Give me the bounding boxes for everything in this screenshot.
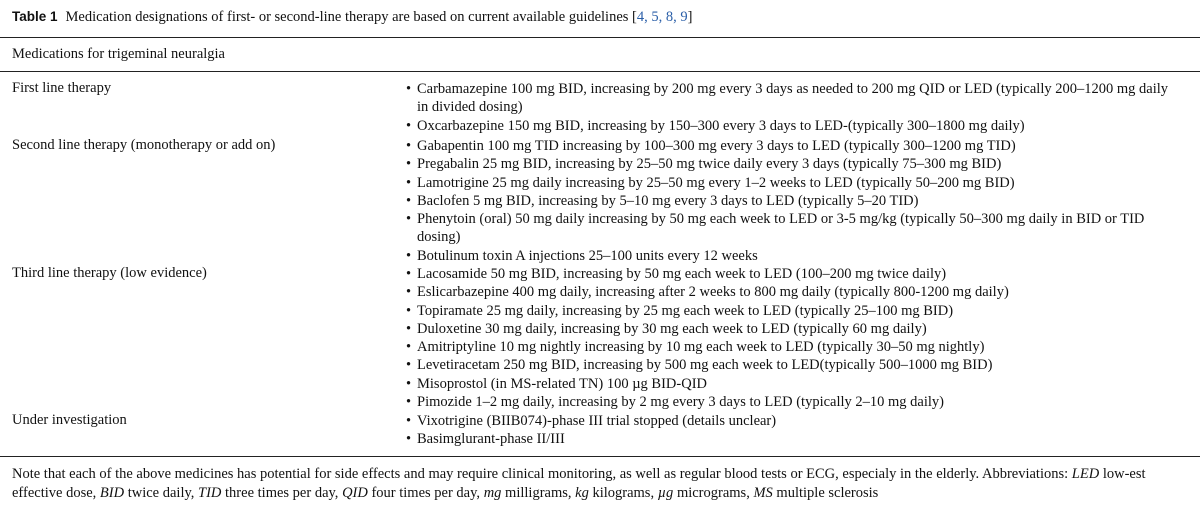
bullet: • xyxy=(406,138,412,154)
abbr-definition: kilograms, xyxy=(588,485,658,501)
abbr-term: BID xyxy=(99,485,125,501)
table-column-header: Medications for trigeminal neuralgia xyxy=(12,46,225,62)
list-item xyxy=(406,174,1176,192)
footnote-intro: Note that each of the above medicines has potential for side effects and may require clinical monitoring, as well as regular blood tests or ECG, especialy in the elderly. Abbreviations: xyxy=(12,466,1072,482)
bullet: • xyxy=(406,266,412,282)
medication-text: Pimozide 1–2 mg daily, increasing by 2 mg every 3 days to LED (typically 2–10 mg daily) xyxy=(417,394,944,411)
list-item xyxy=(406,302,1176,320)
list-item xyxy=(406,320,1176,338)
abbr-definition: milligrams, xyxy=(501,485,576,501)
table-caption xyxy=(12,9,692,26)
medication-text: Pregabalin 25 mg BID, increasing by 25–50 mg twice daily every 3 days (typically 75–300 mg BID) xyxy=(417,156,1002,173)
list-item xyxy=(406,155,1176,173)
list-item xyxy=(406,117,1176,135)
abbr-term: TID xyxy=(198,485,222,501)
medication-text: Levetiracetam 250 mg BID, increasing by 500 mg each week to LED(typically 500–1000 mg BID) xyxy=(417,357,993,374)
abbr-definition: micrograms, xyxy=(673,485,754,501)
medication-text: Lacosamide 50 mg BID, increasing by 50 mg each week to LED (100–200 mg twice daily) xyxy=(417,266,947,282)
list-item xyxy=(406,393,1176,411)
row-label: Under investigation xyxy=(12,412,127,428)
bullet: • xyxy=(406,284,412,301)
abbr-term: kg xyxy=(575,485,589,501)
bullet: • xyxy=(406,394,412,411)
bullet: • xyxy=(406,357,412,374)
bullet: • xyxy=(406,81,412,97)
medication-text: Botulinum toxin A injections 25–100 units every 12 weeks xyxy=(417,247,758,264)
list-item xyxy=(406,283,1176,301)
medication-text: Baclofen 5 mg BID, increasing by 5–10 mg every 3 days to LED (typically 5–20 TID) xyxy=(417,192,919,209)
abbr-definition: three times per day, xyxy=(221,485,343,501)
bullet: • xyxy=(406,174,412,191)
bullet: • xyxy=(406,117,412,134)
table-footnote xyxy=(12,465,1192,503)
header-rule xyxy=(0,71,1200,72)
medication-text: Eslicarbazepine 400 mg daily, increasing after 2 weeks to 800 mg daily (typically 800-1200 mg daily) xyxy=(417,284,1009,301)
medication-list xyxy=(406,412,1176,449)
abbr-definition: multiple sclerosis xyxy=(772,485,879,501)
row-label: Second line therapy (monotherapy or add on) xyxy=(12,137,276,153)
list-item xyxy=(406,192,1176,210)
abbr-term: mg xyxy=(483,485,502,501)
bullet: • xyxy=(406,339,412,356)
list-item xyxy=(406,210,1176,247)
bottom-rule xyxy=(0,456,1200,457)
list-item xyxy=(406,430,1176,448)
medication-text: Gabapentin 100 mg TID increasing by 100–300 mg every 3 days to LED (typically 300–1200 mg TID) xyxy=(417,138,1016,154)
row-label: Third line therapy (low evidence) xyxy=(12,265,207,281)
medication-text: Oxcarbazepine 150 mg BID, increasing by 150–300 every 3 days to LED-(typically 300–1800 mg daily) xyxy=(417,117,1025,134)
abbr-term: µg xyxy=(657,485,674,501)
list-item xyxy=(406,80,1176,117)
bullet: • xyxy=(406,431,412,448)
medication-text: Vixotrigine (BIIB074)-phase III trial stopped (details unclear) xyxy=(417,413,777,429)
list-item xyxy=(406,375,1176,393)
bullet: • xyxy=(406,302,412,319)
medication-text: Lamotrigine 25 mg daily increasing by 25–50 mg every 1–2 weeks to LED (typically 50–200 mg BID) xyxy=(417,174,1015,191)
table-label: Table 1 xyxy=(12,9,58,24)
bullet: • xyxy=(406,211,412,228)
list-item xyxy=(406,412,1176,430)
top-rule xyxy=(0,37,1200,38)
bullet: • xyxy=(406,247,412,264)
bullet: • xyxy=(406,320,412,337)
bullet: • xyxy=(406,413,412,429)
list-item xyxy=(406,265,1176,283)
abbr-term: QID xyxy=(342,485,368,501)
abbr-term: LED xyxy=(1071,466,1100,482)
medication-text: Carbamazepine 100 mg BID, increasing by 200 mg every 3 days as needed to 200 mg QID or LED (typically 200–1200 mg daily in divided dosing) xyxy=(417,81,1169,116)
list-item xyxy=(406,137,1176,155)
abbr-term: MS xyxy=(753,485,773,501)
caption-text: Medication designations of first- or second-line therapy are based on current available guidelines [ xyxy=(65,9,637,25)
medication-text: Topiramate 25 mg daily, increasing by 25 mg each week to LED (typically 25–100 mg BID) xyxy=(417,302,954,319)
medication-list xyxy=(406,80,1176,135)
caption-references[interactable]: 4, 5, 8, 9 xyxy=(636,9,688,25)
abbr-definition: low-est effective dose, xyxy=(12,466,1146,501)
medication-text: Misoprostol (in MS-related TN) 100 µg BID-QID xyxy=(417,375,707,392)
bullet: • xyxy=(406,156,412,173)
bullet: • xyxy=(406,375,412,392)
medication-text: Amitriptyline 10 mg nightly increasing by 10 mg each week to LED (typically 30–50 mg nightly) xyxy=(417,339,985,356)
row-label: First line therapy xyxy=(12,80,112,96)
medication-text: Duloxetine 30 mg daily, increasing by 30 mg each week to LED (typically 60 mg daily) xyxy=(417,320,927,337)
caption-close-bracket: ] xyxy=(687,9,693,25)
medication-text: Phenytoin (oral) 50 mg daily increasing by 50 mg each week to LED or 3-5 mg/kg (typically 50–300 mg daily in BID or TID dosing) xyxy=(417,211,1145,246)
bullet: • xyxy=(406,192,412,209)
abbr-definition: four times per day, xyxy=(367,485,484,501)
medication-list xyxy=(406,137,1176,265)
medication-text: Basimglurant-phase II/III xyxy=(417,431,565,448)
list-item xyxy=(406,247,1176,265)
medication-list xyxy=(406,265,1176,411)
list-item xyxy=(406,338,1176,356)
abbr-definition: twice daily, xyxy=(124,485,199,501)
list-item xyxy=(406,356,1176,374)
